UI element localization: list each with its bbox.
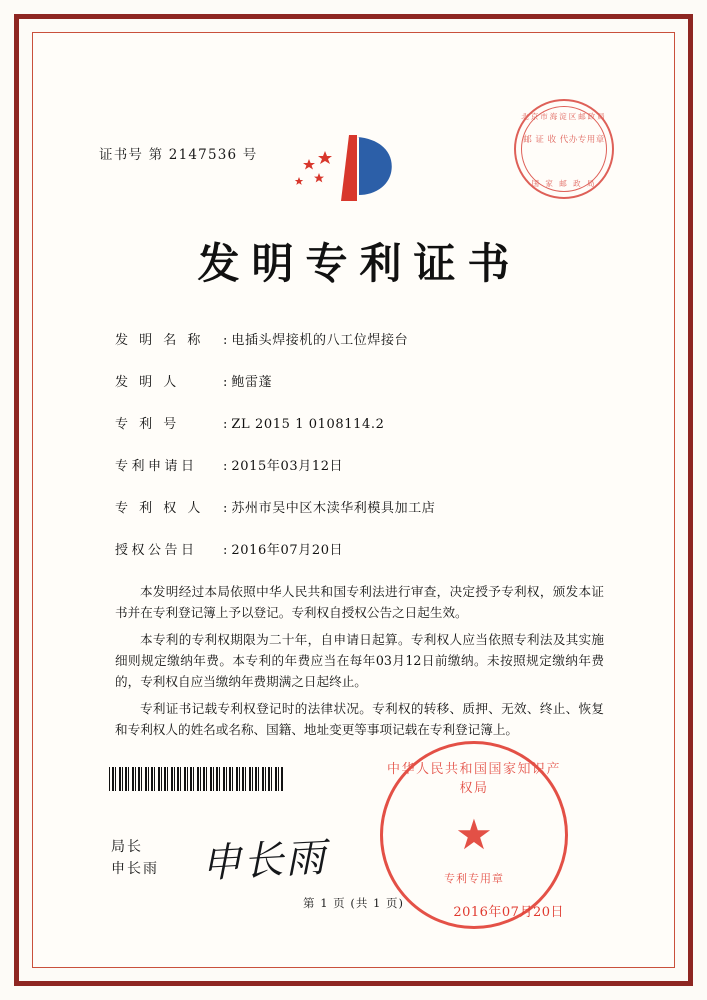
field-value: 2015年03月12日 bbox=[231, 459, 344, 474]
inner-border bbox=[32, 32, 675, 968]
field-colon: : bbox=[223, 459, 228, 474]
body-text bbox=[115, 581, 604, 746]
director-signature: 申长雨 bbox=[200, 834, 329, 888]
field-row bbox=[115, 329, 606, 348]
field-label: 专 利 权 人 bbox=[115, 501, 204, 516]
field-colon: : bbox=[223, 333, 228, 348]
field-row bbox=[115, 455, 606, 474]
page-title: 发明专利证书 bbox=[197, 239, 522, 288]
postal-seal-stamp bbox=[514, 99, 614, 199]
field-value: 鲍雷蓬 bbox=[231, 375, 273, 390]
field-colon: : bbox=[223, 417, 228, 432]
field-row bbox=[115, 371, 606, 390]
field-colon: : bbox=[223, 543, 228, 558]
field-colon: : bbox=[223, 501, 228, 516]
paragraph-1: 本发明经过本局依照中华人民共和国专利法进行审查，决定授予专利权，颁发本证书并在专利登记簿上予以登记。专利权自授权公告之日起生效。 bbox=[115, 584, 604, 620]
postal-seal-center: 邮 证 收 代办专用章 bbox=[523, 135, 605, 145]
field-value: 电插头焊接机的八工位焊接台 bbox=[231, 333, 409, 348]
field-row bbox=[115, 497, 606, 516]
field-row bbox=[115, 413, 606, 432]
director-name-label: 申长雨 bbox=[111, 861, 159, 877]
certificate-content bbox=[81, 81, 626, 919]
barcode bbox=[109, 767, 284, 791]
paragraph-3: 专利证书记载专利权登记时的法律状况。专利权的转移、质押、无效、终止、恢复和专利权人的姓名或名称、国籍、地址变更等事项记载在专利登记簿上。 bbox=[115, 701, 604, 737]
paragraph-2: 本专利的专利权期限为二十年，自申请日起算。专利权人应当依照专利法及其实施细则规定缴纳年费。本专利的年费应当在每年03月12日前缴纳。未按照规定缴纳年费的，专利权自应当缴纳年费期满之日起终止。 bbox=[115, 632, 604, 689]
field-row bbox=[115, 539, 606, 558]
postal-seal-arc-top: 北京市海淀区邮政局 bbox=[521, 112, 607, 121]
field-label: 专 利 号 bbox=[115, 417, 180, 432]
director-block bbox=[111, 836, 159, 880]
certificate-number: 证书号 第 2147536 号 bbox=[99, 147, 258, 163]
field-label: 专利申请日 bbox=[115, 459, 198, 474]
field-value: 2016年07月20日 bbox=[231, 543, 344, 558]
field-list bbox=[115, 329, 606, 581]
page-footer: 第 1 页 (共 1 页) bbox=[303, 896, 404, 910]
field-value: 苏州市吴中区木渎华利模具加工店 bbox=[231, 501, 436, 516]
postal-seal-arc-bottom: 国 家 邮 政 局 bbox=[531, 179, 597, 188]
field-value: ZL 2015 1 0108114.2 bbox=[231, 417, 385, 432]
field-label: 发 明 人 bbox=[115, 375, 180, 390]
national-seal-arc-top: 中华人民共和国国家知识产权局 bbox=[386, 762, 561, 796]
director-title-label: 局长 bbox=[111, 839, 143, 855]
field-colon: : bbox=[223, 375, 228, 390]
sipo-logo-icon bbox=[279, 129, 429, 207]
national-seal-arc-bottom: 专利专用章 bbox=[444, 872, 504, 885]
field-label: 授权公告日 bbox=[115, 543, 198, 558]
field-label: 发 明 名 称 bbox=[115, 333, 204, 348]
star-icon: ★ bbox=[455, 810, 493, 859]
national-seal-date: 2016年07月20日 bbox=[453, 905, 564, 920]
